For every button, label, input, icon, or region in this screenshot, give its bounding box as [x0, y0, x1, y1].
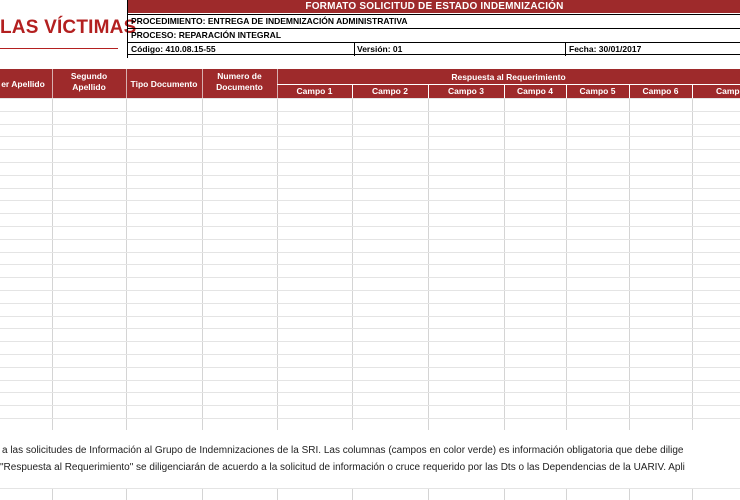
meta-row	[128, 42, 740, 55]
grid-row-line	[0, 488, 740, 489]
grid-row-line	[0, 392, 740, 393]
procedimiento-row: PROCEDIMIENTO: ENTREGA DE INDEMNIZACIÓN ADMINISTRATIVA	[128, 14, 740, 27]
grid-column-line	[277, 488, 278, 500]
grid-column-line	[352, 488, 353, 500]
codigo-label: Código: 410.08.15-55	[131, 44, 216, 54]
grid-row-line	[0, 188, 740, 189]
grid-row-line	[0, 98, 740, 99]
grid-column-line	[126, 488, 127, 500]
campo-header: Campo 1	[296, 86, 333, 96]
grid-row-line	[0, 136, 740, 137]
logo-underline	[0, 48, 118, 49]
campo-header: Campo 6	[642, 86, 679, 96]
note-line-2: "Respuesta al Requerimiento" se diligenciarán de acuerdo a la solicitud de información o cruce requerido por las Dts o las Dependencias de la UARIV. Apli	[0, 462, 685, 473]
header-divider	[202, 69, 203, 98]
bottom-grid[interactable]	[0, 488, 740, 500]
grid-column-line	[52, 488, 53, 500]
grid-row-line	[0, 328, 740, 329]
grid-row-line	[0, 226, 740, 227]
logo-text: LAS VÍCTIMAS	[0, 17, 137, 38]
grid-column-line	[202, 488, 203, 500]
column-header-segundo-apellido: Segundo Apellido	[70, 71, 108, 92]
grid-column-line	[629, 488, 630, 500]
campo-header: Campo 4	[517, 86, 553, 96]
grid-row-line	[0, 303, 740, 304]
grid-row-line	[0, 367, 740, 368]
header-divider	[126, 69, 127, 98]
document-header	[127, 0, 740, 58]
grid-row-line	[0, 405, 740, 406]
version-label: Versión: 01	[357, 44, 403, 54]
campo-header: Campo 5	[579, 86, 616, 96]
group-header-respuesta: Respuesta al Requerimiento	[451, 72, 566, 82]
grid-row-line	[0, 316, 740, 317]
header-divider	[52, 69, 53, 98]
grid-row-line	[0, 418, 740, 419]
campo-divider	[352, 84, 353, 98]
campo-header: Campo 3	[448, 86, 484, 96]
data-grid[interactable]	[0, 98, 740, 430]
grid-row-line	[0, 124, 740, 125]
grid-row-line	[0, 162, 740, 163]
campo-divider	[504, 84, 505, 98]
divider	[565, 43, 566, 56]
fecha-label: Fecha: 30/01/2017	[569, 44, 642, 54]
grid-row-line	[0, 149, 740, 150]
column-header-tipo-documento: Tipo Documento	[130, 79, 198, 89]
column-header-primer-apellido: er Apellido	[1, 79, 45, 89]
grid-row-line	[0, 264, 740, 265]
grid-row-line	[0, 277, 740, 278]
campo-divider	[692, 84, 693, 98]
grid-row-line	[0, 252, 740, 253]
grid-row-line	[0, 200, 740, 201]
grid-row-line	[0, 290, 740, 291]
campo-divider	[566, 84, 567, 98]
campo-header: Camp	[716, 86, 740, 96]
campo-divider	[629, 84, 630, 98]
grid-column-line	[504, 488, 505, 500]
campo-header: Campo 2	[372, 86, 408, 96]
grid-row-line	[0, 341, 740, 342]
grid-column-line	[566, 488, 567, 500]
proceso-row: PROCESO: REPARACIÓN INTEGRAL	[128, 28, 740, 41]
note-line-1: a las solicitudes de Información al Grupo de Indemnizaciones de la SRI. Las columnas (campos en color verde) es información obligatoria que debe dilige	[2, 445, 684, 456]
grid-row-line	[0, 239, 740, 240]
grid-row-line	[0, 380, 740, 381]
grid-row-line	[0, 213, 740, 214]
campo-divider	[428, 84, 429, 98]
grid-row-line	[0, 111, 740, 112]
campo-divider-line	[277, 84, 740, 85]
grid-row-line	[0, 354, 740, 355]
grid-row-line	[0, 175, 740, 176]
divider	[354, 43, 355, 56]
form-title: FORMATO SOLICITUD DE ESTADO INDEMNIZACIÓN	[128, 0, 740, 13]
column-header-numero-documento: Numero de Documento	[216, 71, 263, 92]
grid-column-line	[428, 488, 429, 500]
grid-column-line	[692, 488, 693, 500]
